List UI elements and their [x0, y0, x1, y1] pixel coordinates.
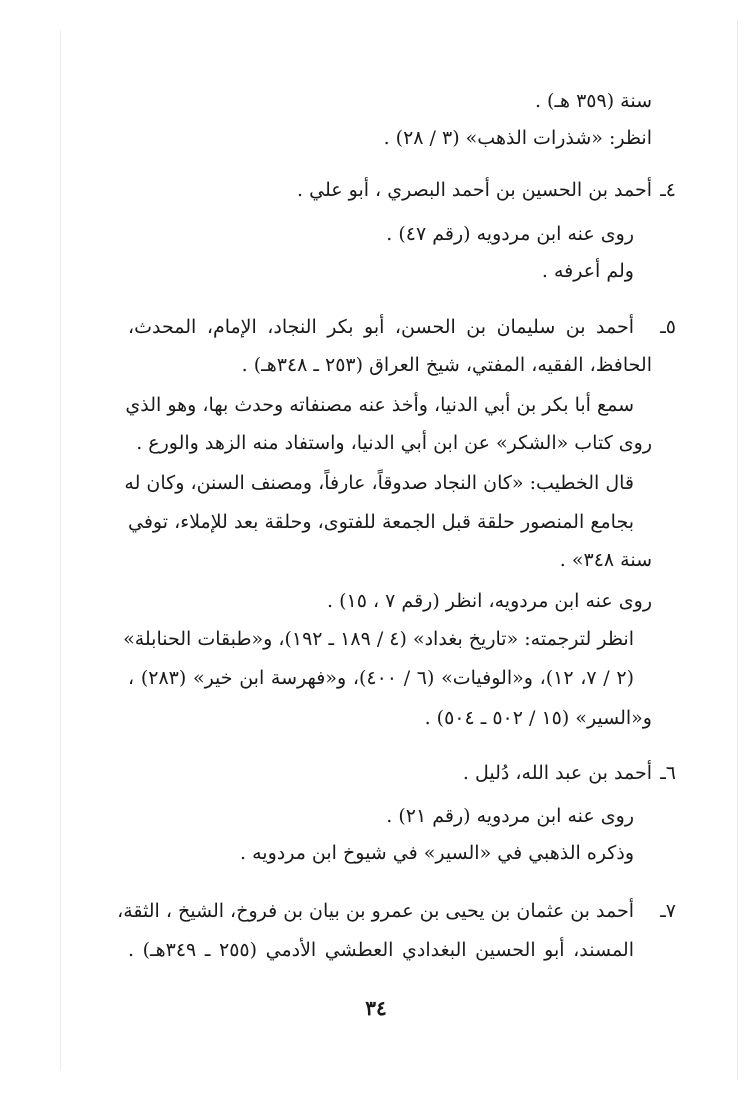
text-line: سنة (٣٥٩ هـ) .: [534, 90, 652, 112]
text-line: روى عنه ابن مردويه (رقم ٤٧) .: [386, 223, 634, 245]
entry-number: ٤ـ: [660, 179, 676, 201]
scan-artifact: [737, 20, 738, 1080]
text-line: روى عنه ابن مردويه، انظر (رقم ٧ ، ١٥) .: [327, 590, 652, 612]
text-line: بجامع المنصور حلقة قبل الجمعة للفتوى، وحلقة بعد للإملاء، توفي: [128, 511, 634, 533]
text-line: ولم أعرفه .: [541, 260, 634, 282]
text-line: انظر لترجمته: «تاريخ بغداد» (٤ / ١٨٩ ـ ١٩٢)، و«طبقات الحنابلة»: [123, 628, 634, 650]
text-line: المسند، أبو الحسين البغدادي العطشي الأدمي (٢٥٥ ـ ٣٤٩هـ) .: [128, 939, 634, 961]
scan-artifact: [60, 30, 61, 1070]
entry-heading: أحمد بن عبد الله، دُليل .: [462, 762, 652, 784]
text-line: سمع أبا بكر بن أبي الدنيا، وأخذ عنه مصنفاته وحدث بها، وهو الذي: [125, 394, 634, 416]
page-number: ٣٤: [365, 996, 387, 1020]
entry-heading: أحمد بن عثمان بن يحيى بن عمرو بن بيان بن فروخ، الشيخ ، الثقة،: [117, 900, 634, 922]
text-line: سنة ٣٤٨» .: [559, 549, 652, 571]
text-line: روى عنه ابن مردويه (رقم ٢١) .: [386, 805, 634, 827]
text-line: (٢ / ٧، ١٢)، و«الوفيات» (٦ / ٤٠٠)، و«فهرسة ابن خير» (٢٨٣) ،: [128, 667, 634, 689]
entry-number: ٧ـ: [660, 900, 676, 922]
entry-heading: أحمد بن الحسين بن أحمد البصري ، أبو علي .: [297, 179, 652, 201]
text-line: روى كتاب «الشكر» عن ابن أبي الدنيا، واستفاد منه الزهد والورع .: [136, 432, 652, 454]
text-line: و«السير» (١٥ / ٥٠٢ ـ ٥٠٤) .: [424, 707, 652, 729]
entry-number: ٦ـ: [660, 762, 676, 784]
text-line: انظر: «شذرات الذهب» (٣ / ٢٨) .: [383, 127, 652, 149]
entry-number: ٥ـ: [660, 316, 676, 338]
text-line: الحافظ، الفقيه، المفتي، شيخ العراق (٢٥٣ ـ ٣٤٨هـ) .: [241, 354, 652, 376]
text-line: قال الخطيب: «كان النجاد صدوقاً، عارفاً، ومصنف السنن، وكان له: [124, 472, 634, 494]
entry-heading: أحمد بن سليمان بن الحسن، أبو بكر النجاد، الإمام، المحدث،: [128, 316, 634, 338]
text-line: وذكره الذهبي في «السير» في شيوخ ابن مردويه .: [240, 842, 634, 864]
